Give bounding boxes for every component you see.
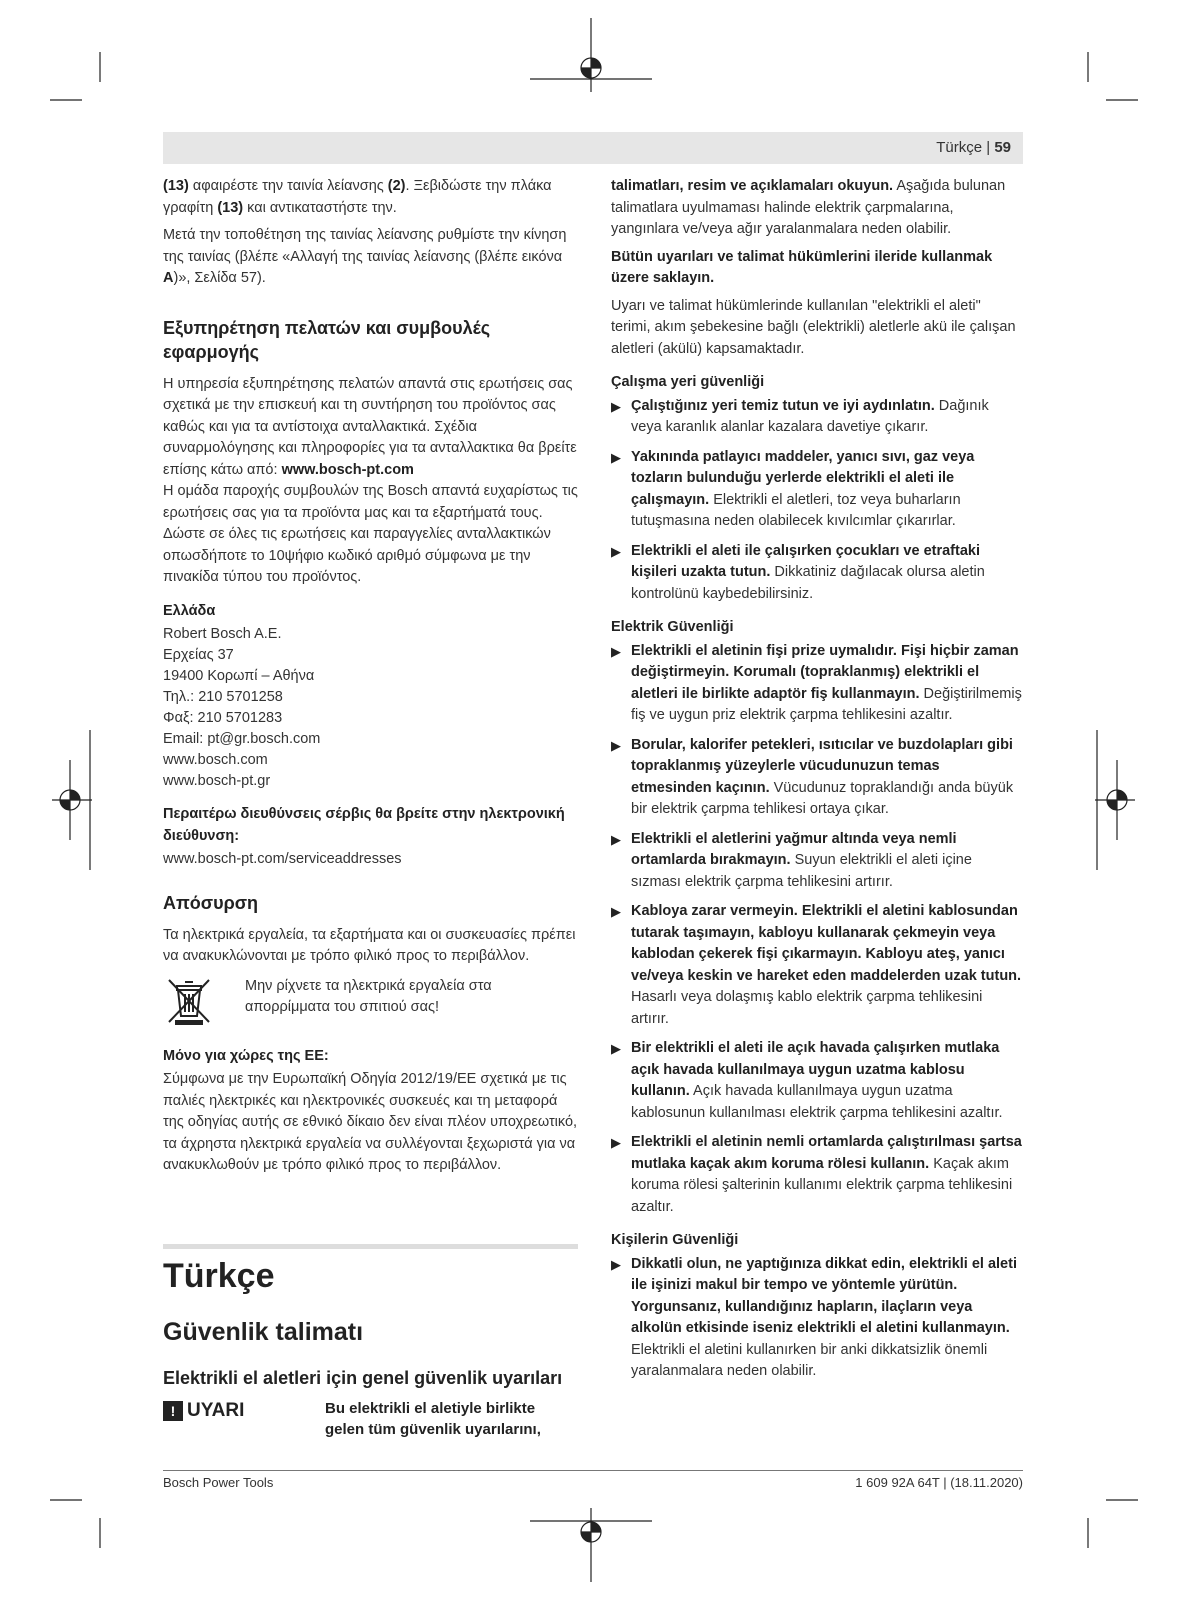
text: Dikkatiniz dağılacak olursa aletin kontrolünü kaybedebilirsiniz. [631, 564, 985, 602]
bold-text: Yakınında patlayıcı maddeler, yanıcı sıvı, gaz veya tozların bulunduğu yerlerde elektrikli el aleti ile çalışmayın. [631, 448, 975, 508]
address-line: Φαξ: 210 5701283 [163, 710, 283, 726]
warning-icon: ! [163, 1401, 183, 1421]
bold-text: Bir elektrikli el aleti ile açık havada çalışırken mutlaka açık havada kullanılmaya uygun uzatma kablosu kullanın. [631, 1040, 1000, 1099]
right-column [611, 176, 1023, 1391]
section-title: Türkçe [163, 1257, 275, 1295]
personal-safety-heading: Kişilerin Güvenliği [611, 1232, 739, 1248]
bullet-arrow-icon: ▶ [611, 543, 621, 559]
list-item [611, 901, 1023, 1030]
address-line: Τηλ.: 210 5701258 [163, 689, 283, 705]
text: . Ξεβιδώστε την πλάκα γραφίτη [163, 178, 552, 216]
text: Μετά την τοποθέτηση της ταινίας λείανσης ρυθμίστε την κίνηση της ταινίας (βλέπε «Αλλαγή της ταινίας λείανσης (βλέπε εικόνα [163, 227, 567, 265]
bullet-arrow-icon: ▶ [611, 904, 621, 919]
disposal-heading: Απόσυρση [163, 892, 259, 913]
page-header [163, 132, 1023, 164]
footer-brand: Bosch Power Tools [163, 1475, 274, 1490]
paragraph [611, 176, 1023, 241]
bullet-arrow-icon: ▶ [611, 449, 621, 465]
paragraph: Uyarı ve talimat hükümlerinde kullanılan "elektrikli el aleti" terimi, akım şebekesine bağlı (elektrikli) aletlerle akü ile çalışan aletleri (akülü) kapsamaktadır. [611, 297, 1016, 357]
bold-ref: (13) [163, 178, 189, 194]
text: Η υπηρεσία εξυπηρέτησης πελατών απαντά στις ερωτήσεις σας σχετικά με την επισκευή και τη συντήρηση του προϊόντος σας καθώς και για τα αντίστοιχα ανταλλακτικά. Σχέδια συναρμολόγησης και πληροφορίες για τα ανταλλακτικα θα βρείτε επίσης κάτω από: [163, 375, 577, 478]
warning-label: UYARI [187, 1400, 245, 1421]
list-item [611, 829, 1023, 894]
bullet-arrow-icon: ▶ [611, 1135, 621, 1150]
text: Kaçak akım koruma rölesi şalterinin kullanımı elektrik çarpma tehlikesini azaltır. [631, 1155, 1013, 1215]
crossed-bin-icon [163, 976, 215, 1028]
paragraph: Σύμφωνα με την Ευρωπαϊκή Οδηγία 2012/19/ΕΕ σχετικά με τις παλιές ηλεκτρικές και ηλεκτρονικές συσκευές και τη μεταφορά της οδηγίας αυτής σε εθνικό δίκαιο δεν είναι πλέον υποχρεωτικό, τα άχρηστα ηλεκτρικά εργαλεία να συλλέγονται ξεχωριστά για να ανακυκλωθούν με τρόπο φιλικό προς το περιβάλλον. [163, 1071, 578, 1173]
website-link[interactable]: www.bosch-pt.gr [163, 773, 271, 789]
bold-text: Elektrikli el aletlerini yağmur altında veya nemli ortamlarda bırakmayın. [631, 830, 957, 868]
list-item [611, 641, 1023, 727]
service-heading: Εξυπηρέτηση πελατών και συμβουλές εφαρμογής [163, 317, 491, 362]
bullet-arrow-icon: ▶ [611, 1041, 621, 1056]
header-language: Türkçe [936, 139, 983, 156]
list-item [611, 1132, 1023, 1218]
work-area-heading: Çalışma yeri güvenliği [611, 374, 765, 390]
list-item [611, 1254, 1023, 1383]
safety-title: Güvenlik talimatı [163, 1318, 364, 1346]
footer-doc-id: 1 609 92A 64T | (18.11.2020) [855, 1475, 1023, 1490]
bullet-arrow-icon: ▶ [611, 831, 621, 847]
paragraph [163, 225, 578, 290]
list-item [611, 1038, 1023, 1124]
left-column [163, 176, 578, 1183]
page-number: 59 [994, 139, 1011, 156]
text: Elektrikli el aletleri, toz veya buharların tutuşmasına neden olabilecek kıvılcımlar çıkarırlar. [631, 491, 961, 529]
email-link[interactable]: Email: pt@gr.bosch.com [163, 731, 321, 747]
bold-ref: A [163, 270, 174, 286]
keep-instructions: Bütün uyarıları ve talimat hükümlerini ileride kullanmak üzere saklayın. [611, 248, 993, 286]
text: Hasarlı veya dolaşmış kablo elektrik çarpma tehlikesini artırır. [631, 989, 983, 1027]
bold-ref: (2) [387, 178, 406, 194]
country-heading: Ελλάδα [163, 602, 216, 619]
bold-text: Dikkatli olun, ne yaptığınıza dikkat edin, elektrikli el aleti ile işinizi makul bir tempo ve yöntemle yürütün. Yorgunsanız, kullandığınız hapların, ilaçların veya alkolün etkisinde iseniz elektrikli el aletini kullanmayın. [631, 1255, 1017, 1336]
paragraph: Δώστε σε όλες τις ερωτήσεις και παραγγελίες ανταλλακτικών οπωσδήποτε το 10ψήφιο κωδικό αριθμό σύμφωνα με την πινακίδα τύπου του προϊόντος. [163, 526, 551, 585]
bold-text: Elektrikli el aleti ile çalışırken çocukları ve etraftaki kişileri uzakta tutun. [631, 542, 980, 580]
footer-rule [163, 1470, 1023, 1471]
bullet-arrow-icon: ▶ [611, 398, 621, 414]
text: Değiştirilmemiş fiş ve uygun priz elektrik çarpma tehlikesini azaltır. [631, 685, 1022, 723]
text: Elektrikli el aletini kullanırken bir anki dikkatsizlik önemli yaralanmalara neden olabilir. [631, 1341, 988, 1379]
weee-text: Μην ρίχνετε τα ηλεκτρικά εργαλεία στα απορρίμματα του σπιτιού σας! [245, 977, 492, 1015]
paragraph [163, 176, 578, 219]
bold-text: Kabloya zarar vermeyin. Elektrikli el aletini kablosundan tutarak taşımayın, kabloyu kullanarak çekmeyin veya kablodan çekerek fişi çıkarmayın. Kabloyu ateş, yanıcı ve/veya keskin ve hareket eden maddelerden uzak tutun. [631, 903, 1022, 984]
bold-text: talimatları, resim ve açıklamaları okuyun. [611, 178, 894, 194]
section-divider [163, 1244, 578, 1249]
list-item [611, 447, 1023, 533]
bullet-arrow-icon: ▶ [611, 1256, 621, 1272]
page-header-text: Türkçe | 59 [936, 139, 1011, 156]
bullet-arrow-icon: ▶ [611, 643, 621, 659]
address-block [163, 624, 578, 792]
text: Η ομάδα παροχής συμβουλών της Bosch απαντά ευχαρίστως τις ερωτήσεις σας για τα προϊόντα μας και τα εξαρτήματά τους. [163, 483, 578, 521]
bosch-pt-link[interactable]: www.bosch-pt.com [281, 461, 414, 478]
electric-safety-heading: Elektrik Güvenliği [611, 619, 734, 635]
text: Aşağıda bulunan talimatlara uyulmaması halinde elektrik çarpmalarına, yangınlara ve/veya ağır yaralanmalara neden olabilir. [611, 178, 1006, 237]
bold-text: Elektrikli el aletinin nemli ortamlarda çalıştırılması şartsa mutlaka kaçak akım koruma rölesi kullanın. [631, 1134, 1022, 1172]
bold-ref: (13) [217, 199, 244, 216]
text: Açık havada kullanılmaya uygun uzatma kablosunun kullanılması elektrik çarpma tehlikesini azaltır. [631, 1083, 1003, 1121]
more-addresses-heading: Περαιτέρω διευθύνσεις σέρβις θα βρείτε στην ηλεκτρονική διεύθυνση: [163, 806, 565, 844]
text: Suyun elektrikli el aleti içine sızması elektrik çarpma tehlikesini artırır. [631, 852, 972, 890]
bold-text: Borular, kalorifer petekleri, ısıtıcılar ve buzdolapları gibi topraklanmış yüzeylerle vücudunuzun temas etmesinden kaçının. [631, 736, 1013, 796]
list-item [611, 396, 1023, 439]
bullet-arrow-icon: ▶ [611, 737, 621, 753]
address-line: Robert Bosch A.E. [163, 626, 282, 642]
service-addresses-link[interactable]: www.bosch-pt.com/serviceaddresses [163, 851, 402, 867]
text: )», Σελίδα 57). [173, 270, 266, 286]
website-link[interactable]: www.bosch.com [163, 752, 268, 768]
text: και αντικαταστήστε την. [243, 199, 397, 216]
text: Dağınık veya karanlık alanlar kazalara davetiye çıkarır. [631, 397, 989, 435]
weee-notice [163, 976, 578, 1028]
paragraph [163, 374, 578, 525]
bold-text: Elektrikli el aletinin fişi prize uymalıdır. Fişi hiçbir zaman değiştirmeyin. Korumalı (topraklanmış) elektrikli el aletleri ile birlikte adaptör fiş kullanmayın. [631, 642, 1019, 702]
eu-heading: Μόνο για χώρες της ΕΕ: [163, 1047, 329, 1064]
paragraph: Τα ηλεκτρικά εργαλεία, τα εξαρτήματα και οι συσκευασίες πρέπει να ανακυκλώνονται με τρόπο φιλικό προς το περιβάλλον. [163, 926, 576, 964]
text: Vücudunuz topraklandığı anda büyük bir elektrik çarpma tehlikesi ortaya çıkar. [631, 779, 1014, 817]
general-warnings-title: Elektrikli el aletleri için genel güvenlik uyarıları [163, 1368, 563, 1388]
list-item [611, 735, 1023, 821]
list-item [611, 541, 1023, 606]
warning-text: Bu elektrikli el aletiyle birlikte gelen tüm güvenlik uyarılarını, [325, 1400, 541, 1438]
address-line: Ερχείας 37 [163, 647, 234, 663]
address-line: 19400 Κορωπί – Αθήνα [163, 668, 315, 684]
bold-text: Çalıştığınız yeri temiz tutun ve iyi aydınlatın. [631, 397, 935, 414]
warning-badge [163, 1400, 244, 1422]
text: αφαιρέστε την ταινία λείανσης [188, 178, 388, 194]
